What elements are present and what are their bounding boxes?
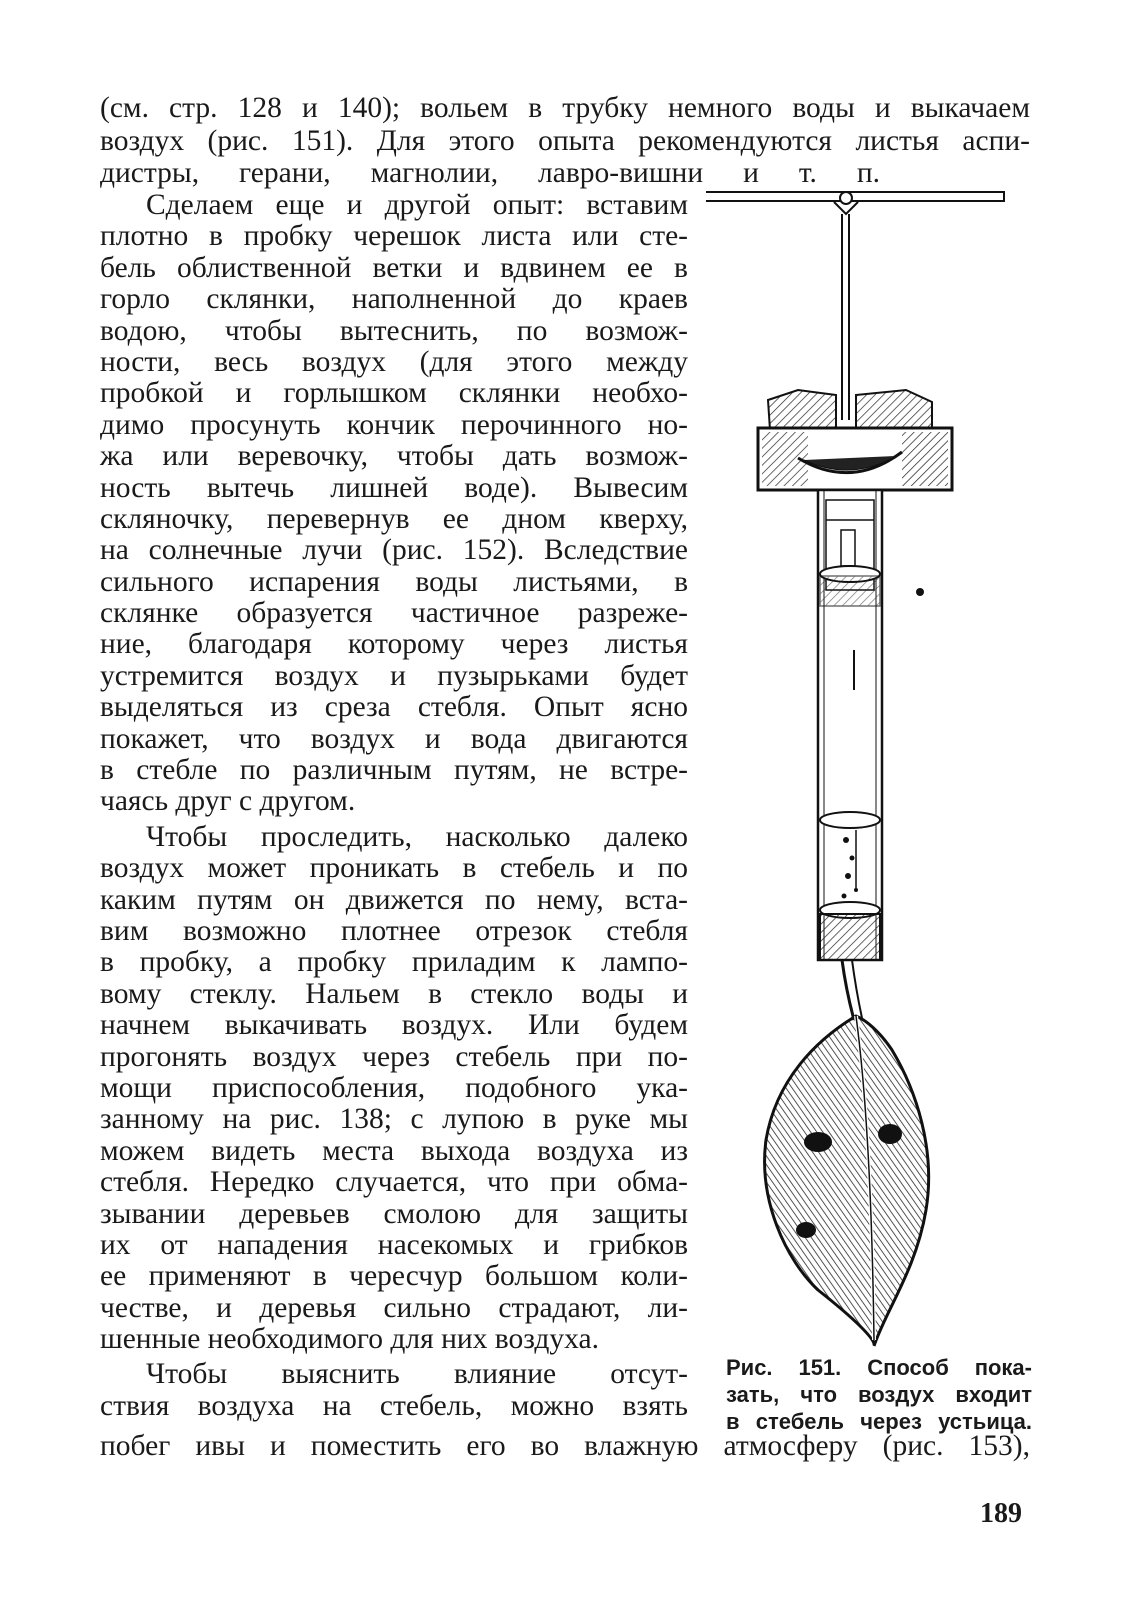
paragraph-1 [100, 190, 688, 818]
paragraph-line: плотно в пробку черешок листа или сте- [100, 220, 688, 253]
paragraph-line: честве, и деревья сильно страдают, ли- [100, 1291, 688, 1324]
paragraph-3 [100, 1359, 688, 1422]
paragraph-line: сильного испарения воды листьями, в [100, 565, 688, 598]
paragraph-line: устремится воздух и пузырьками будет [100, 659, 688, 692]
glass-tube [818, 490, 924, 960]
paragraph-line: скляночку, перевернув ее дном кверху, [100, 502, 688, 535]
paragraph-line: прогонять воздух через стебель при по- [100, 1040, 688, 1073]
apparatus-illustration [706, 190, 1042, 1350]
paragraph-line: Сделаем еще и другой опыт: вставим [146, 189, 688, 221]
paragraph-line: водою, чтобы вытеснить, по возмож- [100, 314, 688, 347]
intro-text [100, 92, 1030, 190]
paragraph-line: мощи приспособления, подобного ука- [100, 1071, 688, 1104]
paragraph-line: покажет, что воздух и вода двигаются [100, 722, 688, 755]
caption-line: в стебель через устьица. [726, 1409, 1032, 1434]
intro-line-1: (см. стр. 128 и 140); вольем в трубку немного воды и выкачаем [100, 92, 1030, 124]
clamp [758, 390, 952, 490]
column-text [100, 190, 688, 1422]
piston-rod [842, 214, 849, 420]
figure-caption [726, 1354, 1032, 1435]
paragraph-line: в стебле по различным путям, не встре- [100, 754, 688, 787]
paragraph-line: воздух может проникать в стебель и по [100, 852, 688, 885]
leaf-stem [842, 960, 862, 1020]
paragraph-line: горло склянки, наполненной до краев [100, 283, 688, 316]
caption-line: Рис. 151. Способ пока- [726, 1355, 1032, 1380]
paragraph-line: вому стеклу. Нальем в стекло воды и [100, 977, 688, 1010]
paragraph-line: ности, весь воздух (для этого между [100, 345, 688, 378]
figure-151-apparatus [706, 190, 1042, 1350]
paragraph-line: занному на рис. 138; с лупою в руке мы [100, 1103, 688, 1136]
paragraph-line: чаясь друг с другом. [100, 785, 356, 818]
paragraph-line: выделяться из среза стебля. Опыт ясно [100, 691, 688, 724]
paragraph-line: ствия воздуха на стебель, можно взять [100, 1389, 688, 1422]
paragraph-line: вим возможно плотнее отрезок стебля [100, 914, 688, 947]
paragraph-line: на солнечные лучи (рис. 152). Вследствие [100, 534, 688, 567]
paragraph-line: пробкой и горлышком склянки необхо- [100, 377, 688, 410]
paragraph-line: бель облиственной ветки и вдвинем ее в [100, 251, 688, 284]
paragraph-line: можем видеть места выхода воздуха из [100, 1134, 688, 1167]
paragraph-line: ность вытечь лишней воде). Вывесим [100, 471, 688, 504]
paragraph-line: димо просунуть кончик перочинного но- [100, 408, 688, 441]
leaf [765, 1016, 929, 1346]
paragraph-line: каким путям он движется по нему, вста- [100, 883, 688, 916]
paragraph-line: жа или веревочку, чтобы дать возмож- [100, 440, 688, 473]
paragraph-line: Чтобы проследить, насколько далеко [146, 820, 688, 853]
paragraph-line: стебля. Нередко случается, что при обма- [100, 1166, 688, 1199]
paragraph-line: начнем выкачивать воздух. Или будем [100, 1009, 688, 1042]
t-handle [706, 192, 1004, 214]
paragraph-line: их от нападения насекомых и грибков [100, 1228, 688, 1261]
paragraph-line: в пробку, а пробку приладим к лампо- [100, 946, 688, 979]
page-number: 189 [980, 1498, 1022, 1529]
paragraph-2 [100, 822, 688, 1356]
intro-line-3: дистры, герани, магнолии, лавро-вишни и т. п. [100, 157, 880, 189]
bottom-text-line: побег ивы и поместить его во влажную атмосферу (рис. 153), [100, 1430, 1030, 1462]
caption-line: зать, что воздух входит [726, 1382, 1032, 1407]
paragraph-line: Чтобы выяснить влияние отсут- [146, 1358, 688, 1391]
paragraph-line: ее применяют в чересчур большом коли- [100, 1260, 688, 1293]
intro-line-2: воздух (рис. 151). Для этого опыта рекомендуются листья аспи- [100, 124, 1030, 157]
paragraph-line: склянке образуется частичное разреже- [100, 597, 688, 630]
paragraph-line: ние, благодаря которому через листья [100, 628, 688, 661]
paragraph-line: шенные необходимого для них воздуха. [100, 1323, 599, 1356]
paragraph-line: зывании деревьев смолою для защиты [100, 1197, 688, 1230]
